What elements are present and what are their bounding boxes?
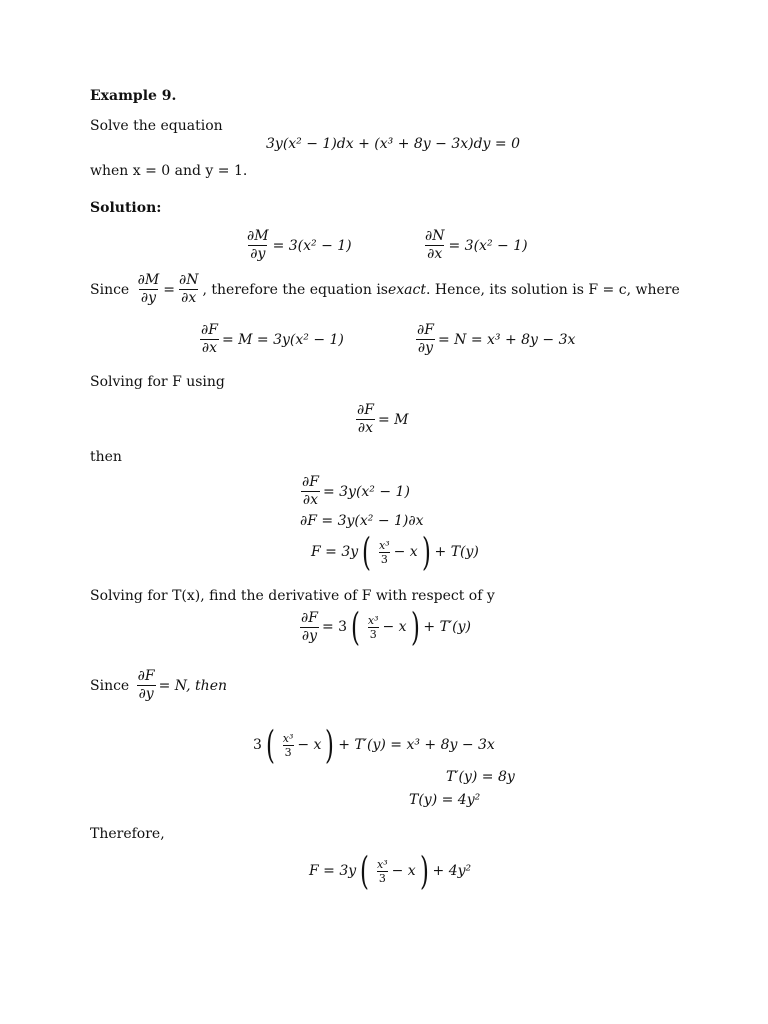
step-3: F = 3y ( $\frac{\text{x³}}{3}$ − x ) + T(y) (311, 530, 479, 574)
frac-den: ∂y (417, 340, 434, 356)
dF-dx-equals-M (353, 402, 408, 437)
rhs: = 3(x² − 1) (272, 237, 352, 254)
frac-num: ∂F (201, 322, 218, 338)
frac-den: ∂y (250, 246, 266, 262)
since-post: = N, then (158, 677, 228, 694)
frac-den: ∂x (357, 420, 374, 436)
frac-den: 3 (284, 745, 292, 759)
frac-num: ∂N (178, 272, 199, 288)
frac-num: x³ (377, 857, 388, 871)
intro-text: Solve the equation (90, 118, 223, 134)
since-word: Since (90, 281, 130, 298)
frac-num: ∂F (357, 402, 374, 418)
frac-num: x³ (282, 731, 294, 745)
solving-for-T: Solving for T(x), find the derivative of F with respect of y (90, 588, 495, 604)
rhs: + T′(y) (423, 619, 471, 635)
frac-den: 3 (380, 552, 388, 566)
frac-num: ∂F (417, 322, 434, 338)
sentence-post: . Hence, its solution is F = c, where (425, 281, 680, 298)
frac-den: ∂y (140, 290, 157, 306)
frac-num: ∂F (301, 609, 318, 626)
frac-den: ∂y (138, 686, 154, 702)
rhs: = M = 3y(x² − 1) (221, 331, 344, 348)
main-equation: 3y(x² − 1)dx + (x³ + 8y − 3x)dy = 0 (266, 136, 520, 152)
solve-T-line-3: T(y) = 4y² (409, 792, 481, 808)
minus-x: − x (391, 863, 416, 879)
frac-num: ∂F (137, 668, 155, 684)
minus-x: − x (382, 619, 407, 635)
frac-num: ∂N (425, 228, 445, 244)
rhs: + T′(y) = x³ + 8y − 3x (338, 737, 495, 753)
rhs: = N = x³ + 8y − 3x (437, 331, 576, 348)
therefore-word: Therefore, (90, 826, 165, 842)
frac-den: ∂x (427, 246, 443, 262)
solve-T-line-1: 3 ( $\frac{\text{x³}}{3}$ − x ) + T′(y) = x³ + 8y − 3x (253, 723, 495, 767)
frac-num: ∂M (247, 228, 269, 244)
coef: 3 (253, 737, 262, 753)
dF-dy-derivative: $\frac{\partial F}{\partial y}$ = 3 ( $\frac{\text{x³}}{3}$ − x ) + T′(y) (301, 605, 471, 649)
frac-den: 3 (369, 627, 377, 641)
rhs: = 3(x² − 1) (448, 237, 528, 254)
sentence-pre: , therefore the equation is (202, 281, 388, 298)
step-2: ∂F = 3y(x² − 1)∂x (300, 513, 424, 529)
equals-sign: = (163, 281, 175, 298)
dF-dx-equation (197, 322, 344, 357)
dF-dy-equation (413, 322, 575, 357)
then-word: then (90, 449, 122, 465)
exactness-sentence (90, 272, 680, 307)
rhs: = 3y(x² − 1) (322, 483, 410, 500)
dN-dx-equation (421, 228, 528, 263)
frac-num: x³ (379, 538, 390, 552)
frac-den: 3 (378, 871, 386, 885)
exact-word: exact (387, 281, 426, 298)
step-1 (298, 474, 410, 509)
since-word: Since (90, 677, 130, 694)
lhs: F = 3y (311, 544, 359, 560)
example-title: Example 9. (90, 88, 177, 104)
frac-den: ∂x (302, 492, 319, 508)
frac-den: ∂x (181, 290, 197, 306)
solution-heading: Solution: (90, 200, 162, 216)
solving-for-F: Solving for F using (90, 374, 225, 390)
minus-x: − x (297, 737, 322, 753)
minus-x: − x (393, 544, 418, 560)
coef: = 3 (321, 619, 348, 635)
rhs: + T(y) (434, 544, 479, 560)
lhs: F = 3y (309, 863, 357, 879)
frac-den: ∂x (201, 340, 218, 356)
solve-T-line-2: T′(y) = 8y (446, 769, 515, 785)
dM-dy-equation (243, 228, 352, 263)
frac-num: x³ (367, 613, 379, 627)
frac-num: ∂F (302, 474, 319, 490)
frac-num: ∂M (137, 272, 160, 288)
rhs: = M (377, 411, 409, 428)
rhs: + 4y² (432, 863, 472, 879)
final-answer: F = 3y ( $\frac{\text{x³}}{3}$ − x ) + 4y² (309, 849, 472, 893)
frac-den: ∂y (301, 627, 318, 644)
initial-condition: when x = 0 and y = 1. (90, 163, 248, 179)
since-dF-dy-N (90, 668, 227, 703)
